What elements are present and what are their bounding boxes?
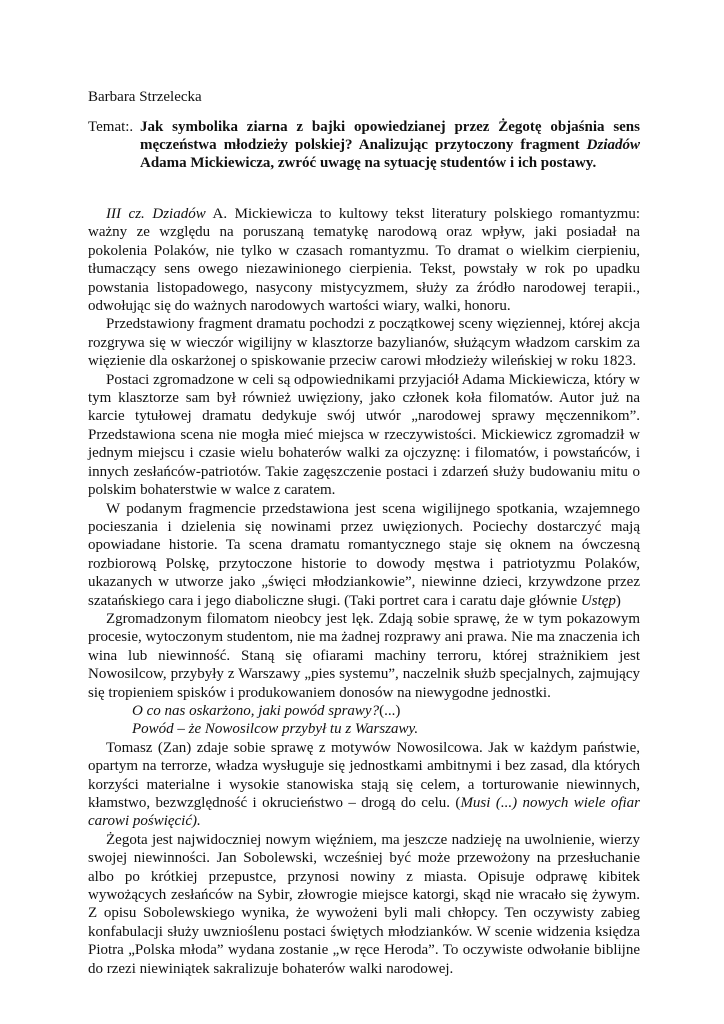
topic-text-part-1: Jak symbolika ziarna z bajki opowiedzianej przez Żegotę objaśnia sens męczeństwa młodzieży polskiej? Analizując przytoczony fragment [140,119,640,153]
quote-line-1 [88,702,640,720]
paragraph-6-text: Tomasz (Zan) zdaje sobie sprawę z motywów Nowosilcowa. Jak w każdym państwie, opartym na terrorze, władza wysługuje się jednostkami ambitnymi i bez zasad, dla których korzyści materialne i wysokie stanowiska stają się celem, a torturowanie niewinnych, kłamstwo, bezwzględność i okrucieństwo – drogą do celu. ( [88,739,640,811]
quote-line-2-italic: Powód – że Nowosilcow przybył tu z Warszawy. [132,721,419,738]
paragraph-4 [88,500,640,610]
paragraph-1-text: A. Mickiewicza to kultowy tekst literatury polskiego romantyzmu: ważny ze względu na poruszaną tematykę narodową oraz wpływ, jaki posiadał na pokolenia Polaków, nie tylko w czasach romantyzmu. To dramat o wielkim cierpieniu, tłumaczący sens owego niezawinionego cierpienia. Tekst, powstały w rok po upadku powstania listopadowego, nasycony mistycyzmem, służy za źródło narodowej terapii., odwołując się do ważnych narodowych wartości wiary, walki, honoru. [88,206,641,315]
paragraph-6 [88,739,640,831]
paragraph-4-end: ) [615,592,621,609]
paragraph-2: Przedstawiony fragment dramatu pochodzi z początkowej sceny więziennej, której akcja rozgrywa się w wieczór wigilijny w klasztorze bazylianów, służącym władzom carskim za więzienie dla oskarżonej o spiskowanie przeciw carowi młodzieży wileńskiej w roku 1823. [88,316,640,370]
author-name: Barbara Strzelecka [88,89,202,105]
paragraph-4-italic: Ustęp [580,592,616,609]
topic-question [140,118,640,172]
paragraph-1-italic: III cz. Dziadów [106,206,206,222]
paragraph-7: Żegota jest najwidoczniej nowym więźniem, ma jeszcze nadzieję na uwolnienie, wierzy swojej niewinności. Jan Sobolewski, wcześniej być może przewożony na przesłuchanie albo po krótkiej przepustce, przynosi nowiny z miasta. Opisuje odprawę kibitek wywożących zesłańców na Sybir, złowrogie miejsce katorgi, skąd nie wracało się żywym. Z opisu Sobolewskiego wynika, że wywożeni byli mali chłopcy. Ten oczywisty zabieg konfabulacji służy uwznioślenu postaci świętych młodzianków. W scenie widzenia księdza Piotra „Polska młoda” wydana zostanie „w ręce Heroda”. To oczywiste odwołanie biblijne do rzezi niewiniątek sakralizuje bohaterów walki narodowej. [88,831,640,977]
essay-body [88,205,640,978]
quote-line-2 [88,720,640,738]
topic-block [88,118,640,172]
paragraph-4-text: W podanym fragmencie przedstawiona jest scena wigilijnego spotkania, wzajemnego pocieszania i dzielenia się nowinami przez uwięzionych. Pociechy dostarczyć mają opowiadane historie. Ta scena dramatu romantycznego staje się oknem na ówczesną rozbiorową Polskę, przytoczone historie to dowody męstwa i patriotyzmu Polaków, ukazanych w utworze jako „święci młodziankowie”, niewinne dzieci, krzywdzone przez szatańskiego cara i jego diaboliczne sługi. (Taki portret cara i caratu daje głównie [88,500,640,609]
paragraph-1 [88,205,640,315]
paragraph-3: Postaci zgromadzone w celi są odpowiednikami przyjaciół Adama Mickiewicza, który w tym klasztorze sam był również uwięziony, jako członek koła filomatów. Autor już na karcie tytułowej dramatu dedykuje swój utwór „narodowej sprawy męczennikom”. Przedstawiona scena nie mogła mieć miejsca w rzeczywistości. Mickiewicz zgromadził w jednym miejscu i czasie wielu bohaterów walki za ojczyznę: i filomatów, i powstańców, i innych zesłańców-patriotów. Takie zagęszczenie postaci i zdarzeń służy budowaniu mitu o polskim bohaterstwie w walce z caratem. [88,371,640,499]
paragraph-5: Zgromadzonym filomatom nieobcy jest lęk. Zdają sobie sprawę, że w tym pokazowym procesie, wytoczonym studentom, nie ma żadnej rozprawy ani prawa. Nie ma znaczenia ich wina lub niewinność. Staną się ofiarami machiny terroru, której strażnikiem jest Nowosilcow, przybyły z Warszawy „pies systemu”, naczelnik służb specjalnych, zajmujący się tropieniem spisków i produkowaniem donosów na niewygodne jednostki. [88,610,640,701]
topic-text-italic: Dziadów [586,137,640,153]
paragraph-6-italic: Musi (...) nowych wiele ofiar carowi poświęcić). [88,795,641,830]
quote-line-1-italic: O co nas oskarżono, jaki powód sprawy? [132,702,380,719]
topic-label: Temat:. [88,119,134,135]
topic-text-part-2: Adama Mickiewicza, zwróć uwagę na sytuację studentów i ich postawy. [140,155,597,171]
quote-line-1-end: (...) [379,702,401,719]
